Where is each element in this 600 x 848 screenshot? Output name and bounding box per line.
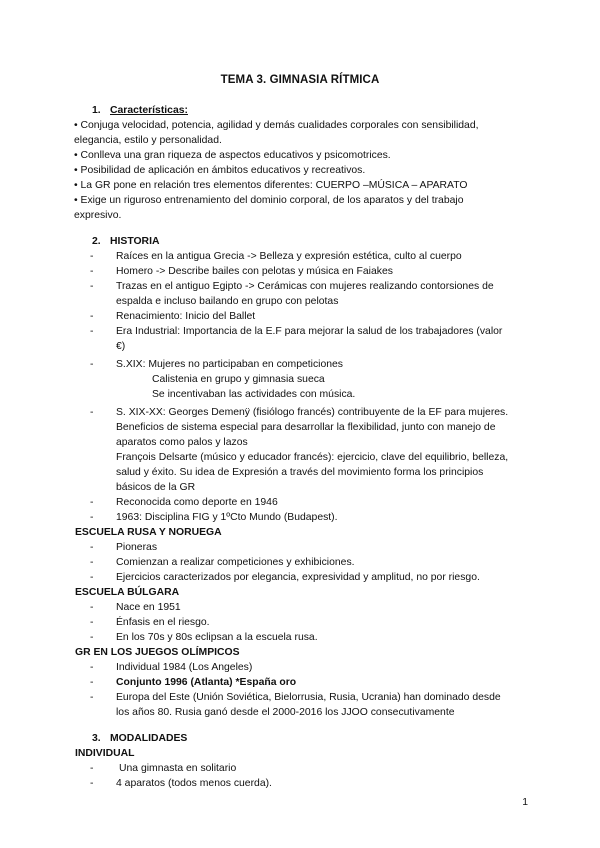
bullet-line: • Conjuga velocidad, potencia, agilidad y demás cualidades corporales con sensibilidad, — [74, 120, 479, 131]
section-number: 2. — [92, 236, 101, 247]
bullet-line: expresivo. — [74, 210, 122, 221]
section-number: 1. — [92, 105, 101, 116]
page-title: TEMA 3. GIMNASIA RÍTMICA — [220, 74, 380, 86]
list-item-continuation: los años 80. Rusia ganó desde el 2000-2016 los JJOO consecutivamente — [116, 707, 455, 718]
list-item: - Reconocida como deporte en 1946 — [90, 497, 278, 508]
list-item-continuation: François Delsarte (músico y educador francés): ejercicio, clave del equilibrio, belleza, — [116, 452, 509, 463]
list-item: - En los 70s y 80s eclipsan a la escuela rusa. — [90, 632, 318, 643]
list-item: - Nace en 1951 — [90, 602, 181, 613]
list-item-continuation: aparatos como palos y lazos — [116, 437, 248, 448]
bullet-line: • Posibilidad de aplicación en ámbitos educativos y recreativos. — [74, 165, 366, 176]
list-item-continuation: Beneficios de sistema especial para desarrollar la flexibilidad, junto con manejo de — [116, 422, 496, 433]
list-subitem: Se incentivaban las actividades con música. — [152, 389, 356, 400]
list-item: - S. XIX-XX: Georges Demenÿ (fisiólogo francés) contribuyente de la EF para mujeres. — [90, 407, 509, 418]
list-item: - 4 aparatos (todos menos cuerda). — [90, 778, 272, 789]
page-number: 1 — [522, 797, 528, 808]
section-2-heading — [92, 234, 534, 249]
section-number: 3. — [92, 733, 101, 744]
bullet-line: • Conlleva una gran riqueza de aspectos educativos y psicomotrices. — [74, 150, 391, 161]
list-item: - Era Industrial: Importancia de la E.F para mejorar la salud de los trabajadores (valor — [90, 326, 503, 337]
list-item: - Individual 1984 (Los Angeles) — [90, 662, 253, 673]
list-item: - Énfasis en el riesgo. — [90, 617, 210, 628]
list-item-continuation: €) — [116, 341, 126, 352]
list-item-continuation: básicos de la GR — [116, 482, 196, 493]
bullet-line: elegancia, estilo y personalidad. — [74, 135, 222, 146]
section-3-heading — [92, 731, 534, 746]
list-item: - Comienzan a realizar competiciones y exhibiciones. — [90, 557, 355, 568]
subsection-heading: GR EN LOS JUEGOS OLÍMPICOS — [75, 647, 240, 658]
bullet-line: • La GR pone en relación tres elementos diferentes: CUERPO –MÚSICA – APARATO — [74, 180, 468, 191]
section-1-heading — [92, 103, 534, 118]
list-item: - Homero -> Describe bailes con pelotas y música en Faiakes — [90, 266, 393, 277]
list-item: - Ejercicios caracterizados por elegancia, expresividad y amplitud, no por riesgo. — [90, 572, 480, 583]
list-item: - Conjunto 1996 (Atlanta) *España oro — [90, 677, 297, 688]
bullet-line: • Exige un riguroso entrenamiento del dominio corporal, de los aparatos y del trabajo — [74, 195, 464, 206]
list-item: - Trazas en el antiguo Egipto -> Cerámicas con mujeres realizando contorsiones de — [90, 281, 494, 292]
document-body — [74, 103, 534, 791]
list-item: - Europa del Este (Unión Soviética, Bielorrusia, Rusia, Ucrania) han dominado desde — [90, 692, 501, 703]
subsection-heading: ESCUELA BÚLGARA — [75, 587, 180, 598]
list-item: - Renacimiento: Inicio del Ballet — [90, 311, 256, 322]
list-item: - S.XIX: Mujeres no participaban en competiciones — [90, 359, 343, 370]
list-item: - 1963: Disciplina FIG y 1ºCto Mundo (Budapest). — [90, 512, 338, 523]
list-item: - Una gimnasta en solitario — [90, 763, 237, 774]
section-title: HISTORIA — [110, 236, 160, 247]
list-subitem: Calistenia en grupo y gimnasia sueca — [152, 374, 325, 385]
section-title: Características: — [110, 105, 188, 116]
subsection-heading: ESCUELA RUSA Y NORUEGA — [75, 527, 222, 538]
list-item: - Raíces en la antigua Grecia -> Belleza y expresión estética, culto al cuerpo — [90, 251, 462, 262]
section-title: MODALIDADES — [110, 733, 188, 744]
list-item-continuation: salud y éxito. Su idea de Expresión a través del movimiento forma los principios — [116, 467, 484, 478]
list-item: - Pioneras — [90, 542, 158, 553]
subsection-heading: INDIVIDUAL — [75, 748, 135, 759]
list-item-continuation: espalda e incluso bailando en grupo con pelotas — [116, 296, 339, 307]
